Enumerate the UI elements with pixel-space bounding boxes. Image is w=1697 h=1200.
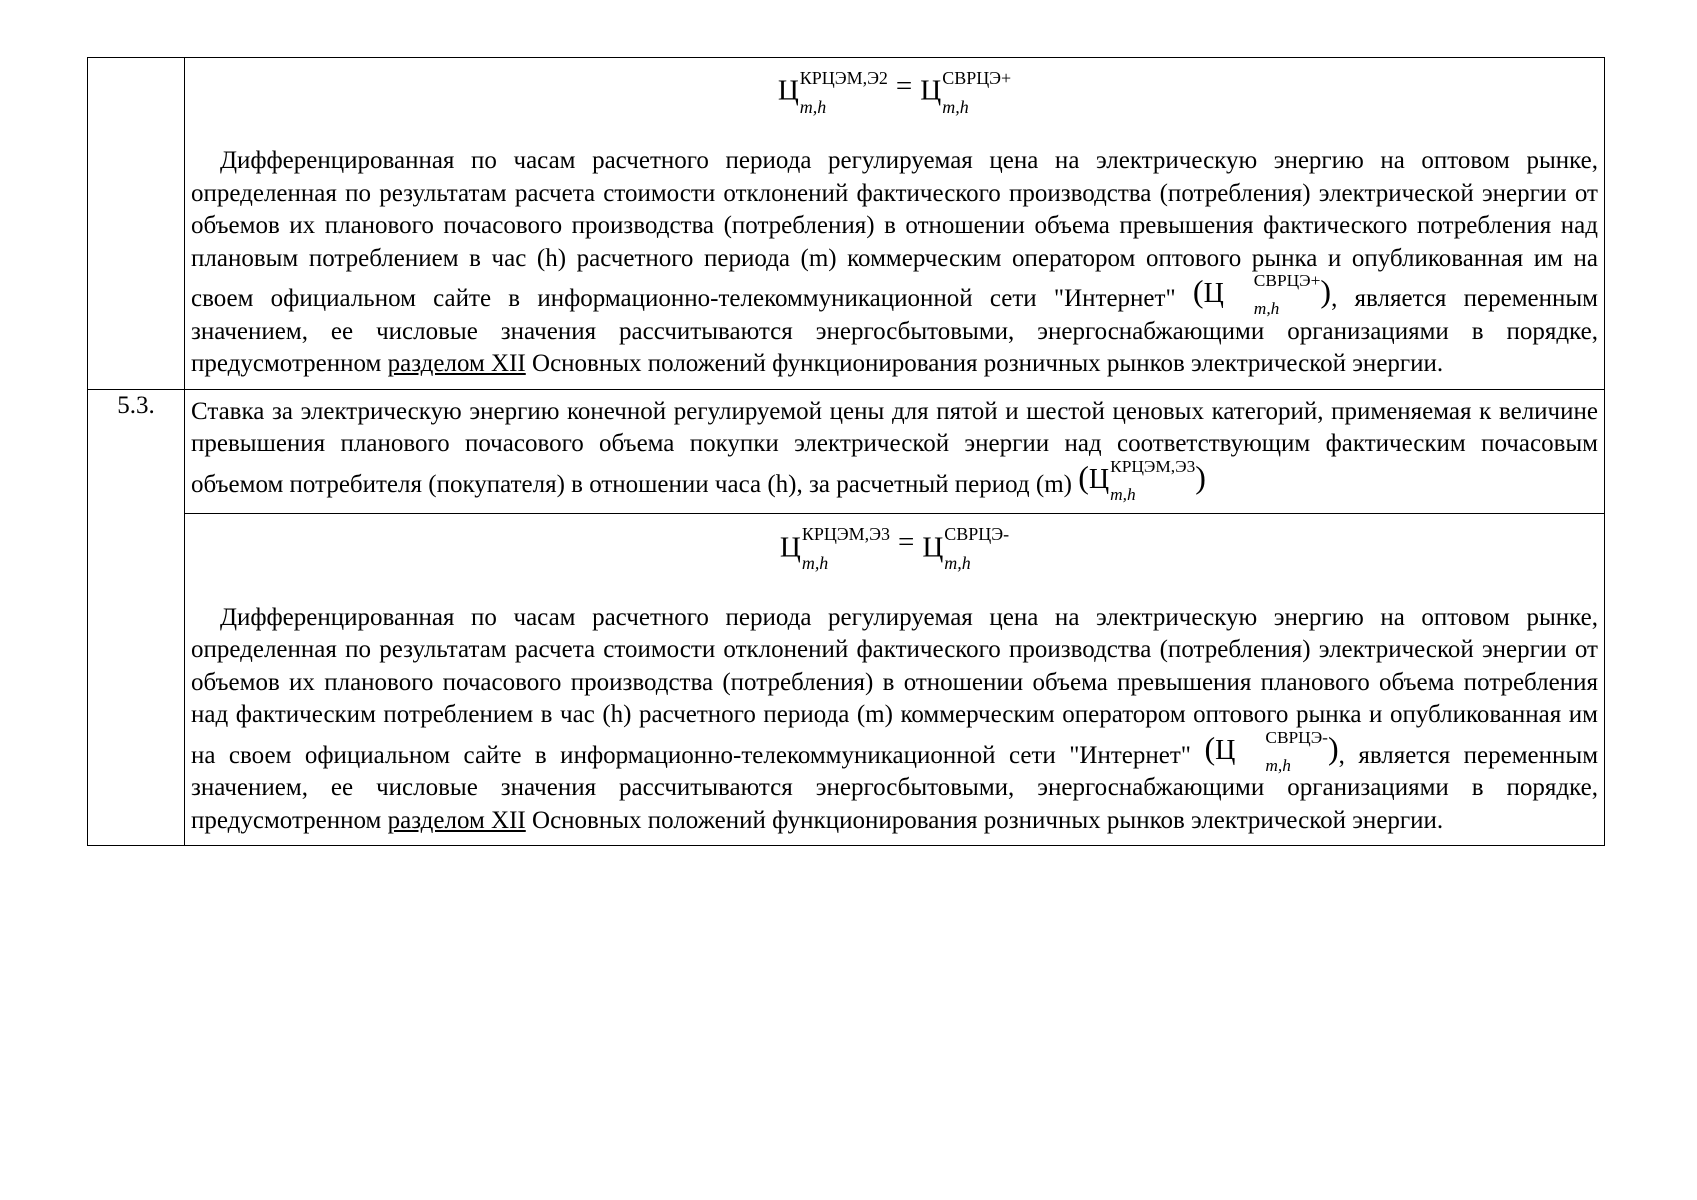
inline-symbol: (Ц СВРЦЭ- m,h ) — [1204, 727, 1339, 775]
table-row — [88, 389, 1605, 514]
row-number: 5.3. — [88, 389, 185, 845]
superscript: КРЦЭМ,Э2 — [799, 68, 888, 89]
equals-sign: = — [897, 526, 915, 559]
superscript: КРЦЭМ,Э3 — [801, 524, 890, 545]
row-title-cell — [185, 389, 1605, 514]
table-row — [88, 58, 1605, 390]
inline-symbol: (Ц КРЦЭМ,Э3 m,h ) — [1078, 456, 1206, 504]
subscript: m,h — [942, 96, 969, 117]
description-paragraph-e3: Дифференцированная по часам расчетного периода регулируемая цена на электрическую энергию на оптовом рынке, определенная по результатам расчета стоимости отклонений фактического производства (потребления) электрической энергии от объемов их планового почасового производства (потребления) в отношении объема превышения планового объема потребления над фактическим потреблением в час (h) расчетного периода (m) коммерческим оператором оптового рынка и опубликованная им на своем официальном сайте в информационно-телекоммуникационной сети "Интернет" (Ц СВРЦЭ- m,h ), является переменным значением, ее числовые значения рассчитываются энергосбытовыми, энергоснабжающими организациями в порядке, предусмотренном разделом XII Основных положений функционирования розничных рынков электрической энергии. — [191, 603, 1599, 834]
formula-e2 — [191, 68, 1598, 117]
subscript: m,h — [944, 553, 971, 574]
row-number-empty — [88, 58, 185, 390]
formula-rhs: Ц СВРЦЭ+ m,h — [920, 68, 1012, 117]
section-xii-link[interactable]: разделом XII — [387, 350, 526, 378]
formula-cell-e3 — [185, 514, 1605, 846]
description-paragraph-e2: Дифференцированная по часам расчетного периода регулируемая цена на электрическую энергию на оптовом рынке, определенная по результатам расчета стоимости отклонений фактического производства (потребления) электрической энергии от объемов их планового почасового производства (потребления) в отношении объема превышения фактического потребления над плановым потреблением в час (h) расчетного периода (m) коммерческим оператором оптового рынка и опубликованная им на своем официальном сайте в информационно-телекоммуникационной сети "Интернет" (Ц СВРЦЭ+ m,h ), является переменным значением, ее числовые значения рассчитываются энергосбытовыми, энергоснабжающими организациями в порядке, предусмотренном разделом XII Основных положений функционирования розничных рынков электрической энергии. — [191, 147, 1599, 378]
section-xii-link[interactable]: разделом XII — [387, 806, 526, 834]
subscript: m,h — [801, 553, 829, 574]
formula-cell-e2 — [185, 58, 1605, 390]
formula-rhs: Ц СВРЦЭ- m,h — [922, 524, 1010, 574]
equals-sign: = — [895, 70, 913, 102]
table-row — [88, 514, 1605, 846]
subscript: m,h — [799, 96, 827, 117]
superscript: СВРЦЭ- — [944, 524, 1010, 545]
formula-e3 — [191, 524, 1598, 574]
formula-lhs: Ц КРЦЭМ,Э3 m,h — [779, 524, 890, 574]
row-title: Ставка за электрическую энергию конечной регулируемой цены для пятой и шестой ценовых категорий, применяемая к величине превышения планового почасового объема покупки электрической энергии над соответствующим фактическим почасовым объемом потребителя (покупателя) в отношении часа (h), за расчетный период (m) (Ц КРЦЭМ,Э3 m,h ) — [191, 397, 1598, 504]
inline-symbol: (Ц СВРЦЭ+ m,h ) — [1192, 271, 1332, 319]
regulation-table — [87, 57, 1605, 846]
formula-lhs: Ц КРЦЭМ,Э2 m,h — [777, 68, 888, 117]
superscript: СВРЦЭ+ — [942, 68, 1012, 89]
